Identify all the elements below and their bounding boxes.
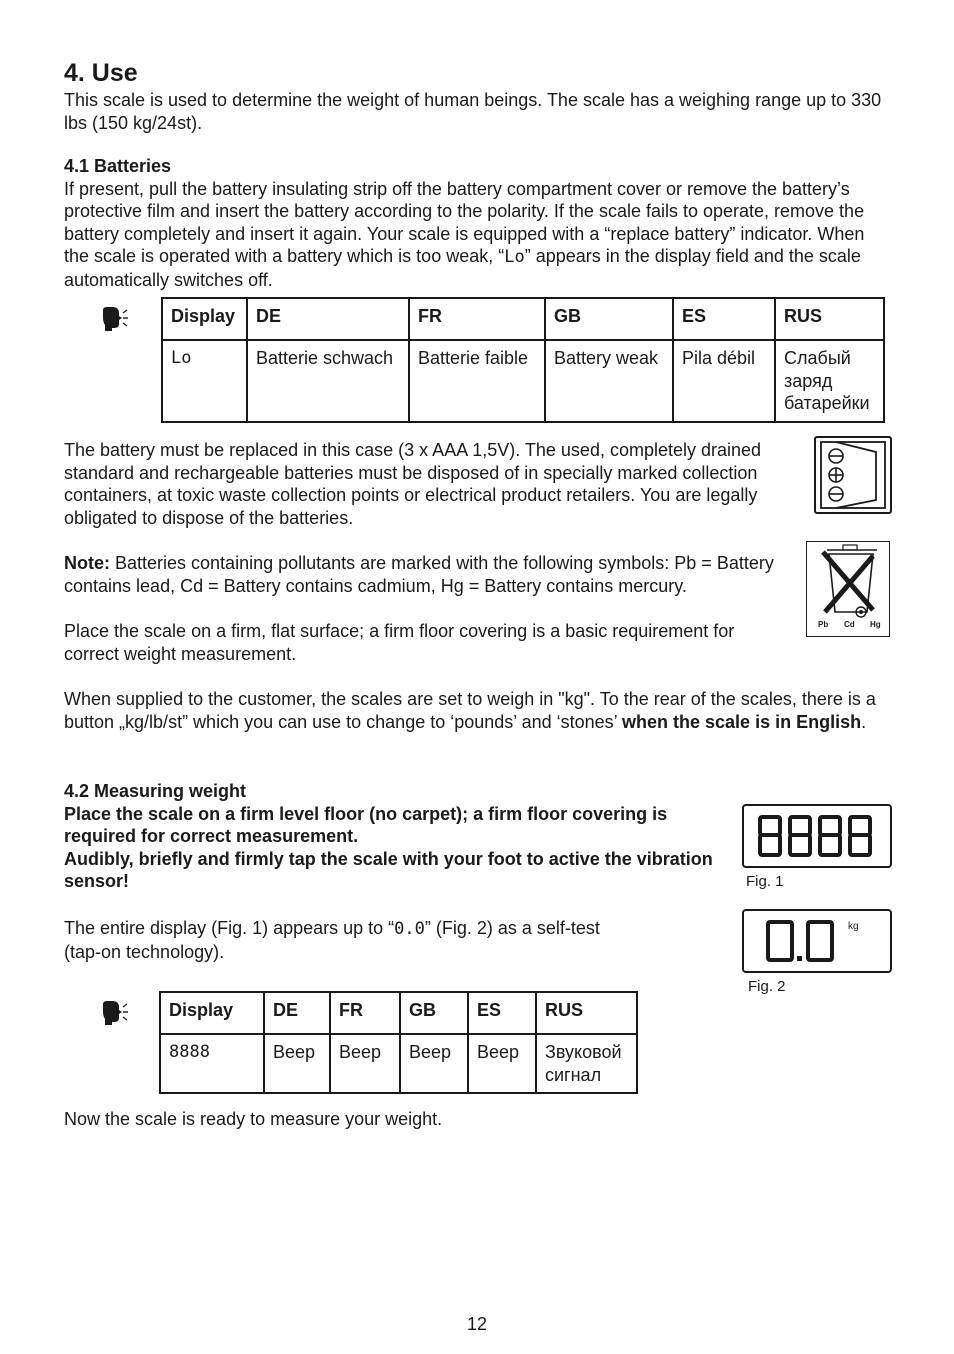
fig2-display-value (744, 711, 745, 734)
table-header: GB (545, 298, 673, 340)
table-header: ES (673, 298, 775, 340)
measuring-instruction-2: Audibly, briefly and firmly tap the scale with your foot to active the vibration sensor! (64, 848, 713, 891)
page-title: 4. Use (64, 59, 138, 87)
fig2-segment-digits (764, 918, 848, 964)
battery-indicator-table (161, 297, 885, 423)
table-cell: Звуковой сигнал (536, 1034, 637, 1093)
symbol-label: Hg (870, 620, 881, 629)
ready-text: Now the scale is ready to measure your weight. (64, 1109, 443, 1129)
note-text: Note: Batteries containing pollutants are marked with the following symbols: Pb = Battery contains lead, Cd = Battery contains cadmium, Hg = Battery contains mercury. (64, 553, 774, 596)
fig2-display (742, 909, 892, 973)
speaker-icon (100, 306, 130, 332)
units-text: When supplied to the customer, the scales are set to weigh in "kg". To the rear of the scales, there is a button „kg/lb/st” which you can use to change to ‘pounds’ and ‘stones’ when the scale is in English. (64, 689, 876, 732)
page-number: 12 (466, 1314, 488, 1334)
fig2-label: Fig. 2 (748, 978, 786, 995)
table-header: DE (247, 298, 409, 340)
symbol-label: Cd (844, 620, 855, 629)
table-cell: Lo (162, 340, 247, 422)
table-header: DE (264, 992, 330, 1034)
table-cell: Batterie faible (409, 340, 545, 422)
batteries-section (64, 155, 894, 291)
battery-replace-text: The battery must be replaced in this case (3 x AAA 1,5V). The used, completely drained standard and rechargeable batteries must be disposed of in specially marked collection containers, at toxic waste collection points or electrical product retailers. You are legally obligated to dispose of the batteries. (64, 440, 762, 528)
measuring-section (64, 780, 732, 893)
measuring-heading: 4.2 Measuring weight (64, 781, 247, 801)
table-cell: Beep (264, 1034, 330, 1093)
fig1-segment-digits (756, 813, 880, 859)
table-header: Display (162, 298, 247, 340)
table-header: Display (160, 992, 264, 1034)
place-scale-text: Place the scale on a firm, flat surface; a firm floor covering is a basic requirement for correct weight measurement. (64, 621, 735, 664)
speaker-icon (100, 1000, 130, 1026)
table-cell: Beep (468, 1034, 536, 1093)
fig1-display-value (744, 606, 746, 629)
measuring-instruction-1: Place the scale on a firm level floor (no carpet); a firm floor covering is required for correct measurement. (64, 803, 668, 846)
lo-indicator: Lo (504, 247, 525, 267)
batteries-text: If present, pull the battery insulating strip off the battery compartment cover or remove the battery’s protective film and insert the battery according to the polarity. If the scale fails to operate, remove the battery completely and insert it again. Your scale is equipped with a “replace battery” indicator. When the scale is operated with a battery which is too weak, “Lo” appears in the display field and the scale automatically switches off. (64, 178, 865, 290)
fig1-display (742, 804, 892, 868)
table-cell: Pila débil (673, 340, 775, 422)
table-cell: 8888 (160, 1034, 264, 1093)
display-value: 0.0 (394, 919, 425, 939)
self-test-text: The entire display (Fig. 1) appears up to “0.0” (Fig. 2) as a self-test (tap-on technology). (64, 918, 600, 962)
table-cell: Battery weak (545, 340, 673, 422)
batteries-heading: 4.1 Batteries (64, 156, 172, 176)
beep-table (159, 991, 638, 1094)
intro-text: This scale is used to determine the weight of human beings. The scale has a weighing range up to 330 lbs (150 kg/24st). (64, 90, 882, 133)
crossed-bin-icon (806, 541, 890, 637)
fig2-unit: kg (848, 921, 859, 932)
table-header: GB (400, 992, 468, 1034)
table-cell: Слабый заряд батарейки (775, 340, 884, 422)
table-cell: Beep (400, 1034, 468, 1093)
table-header: FR (409, 298, 545, 340)
symbol-label: Pb (818, 620, 829, 629)
table-header: FR (330, 992, 400, 1034)
table-cell: Batterie schwach (247, 340, 409, 422)
fig1-label: Fig. 1 (746, 873, 784, 890)
table-header: RUS (775, 298, 884, 340)
battery-compartment-icon (814, 436, 892, 514)
table-cell: Beep (330, 1034, 400, 1093)
table-header: ES (468, 992, 536, 1034)
table-header: RUS (536, 992, 637, 1034)
